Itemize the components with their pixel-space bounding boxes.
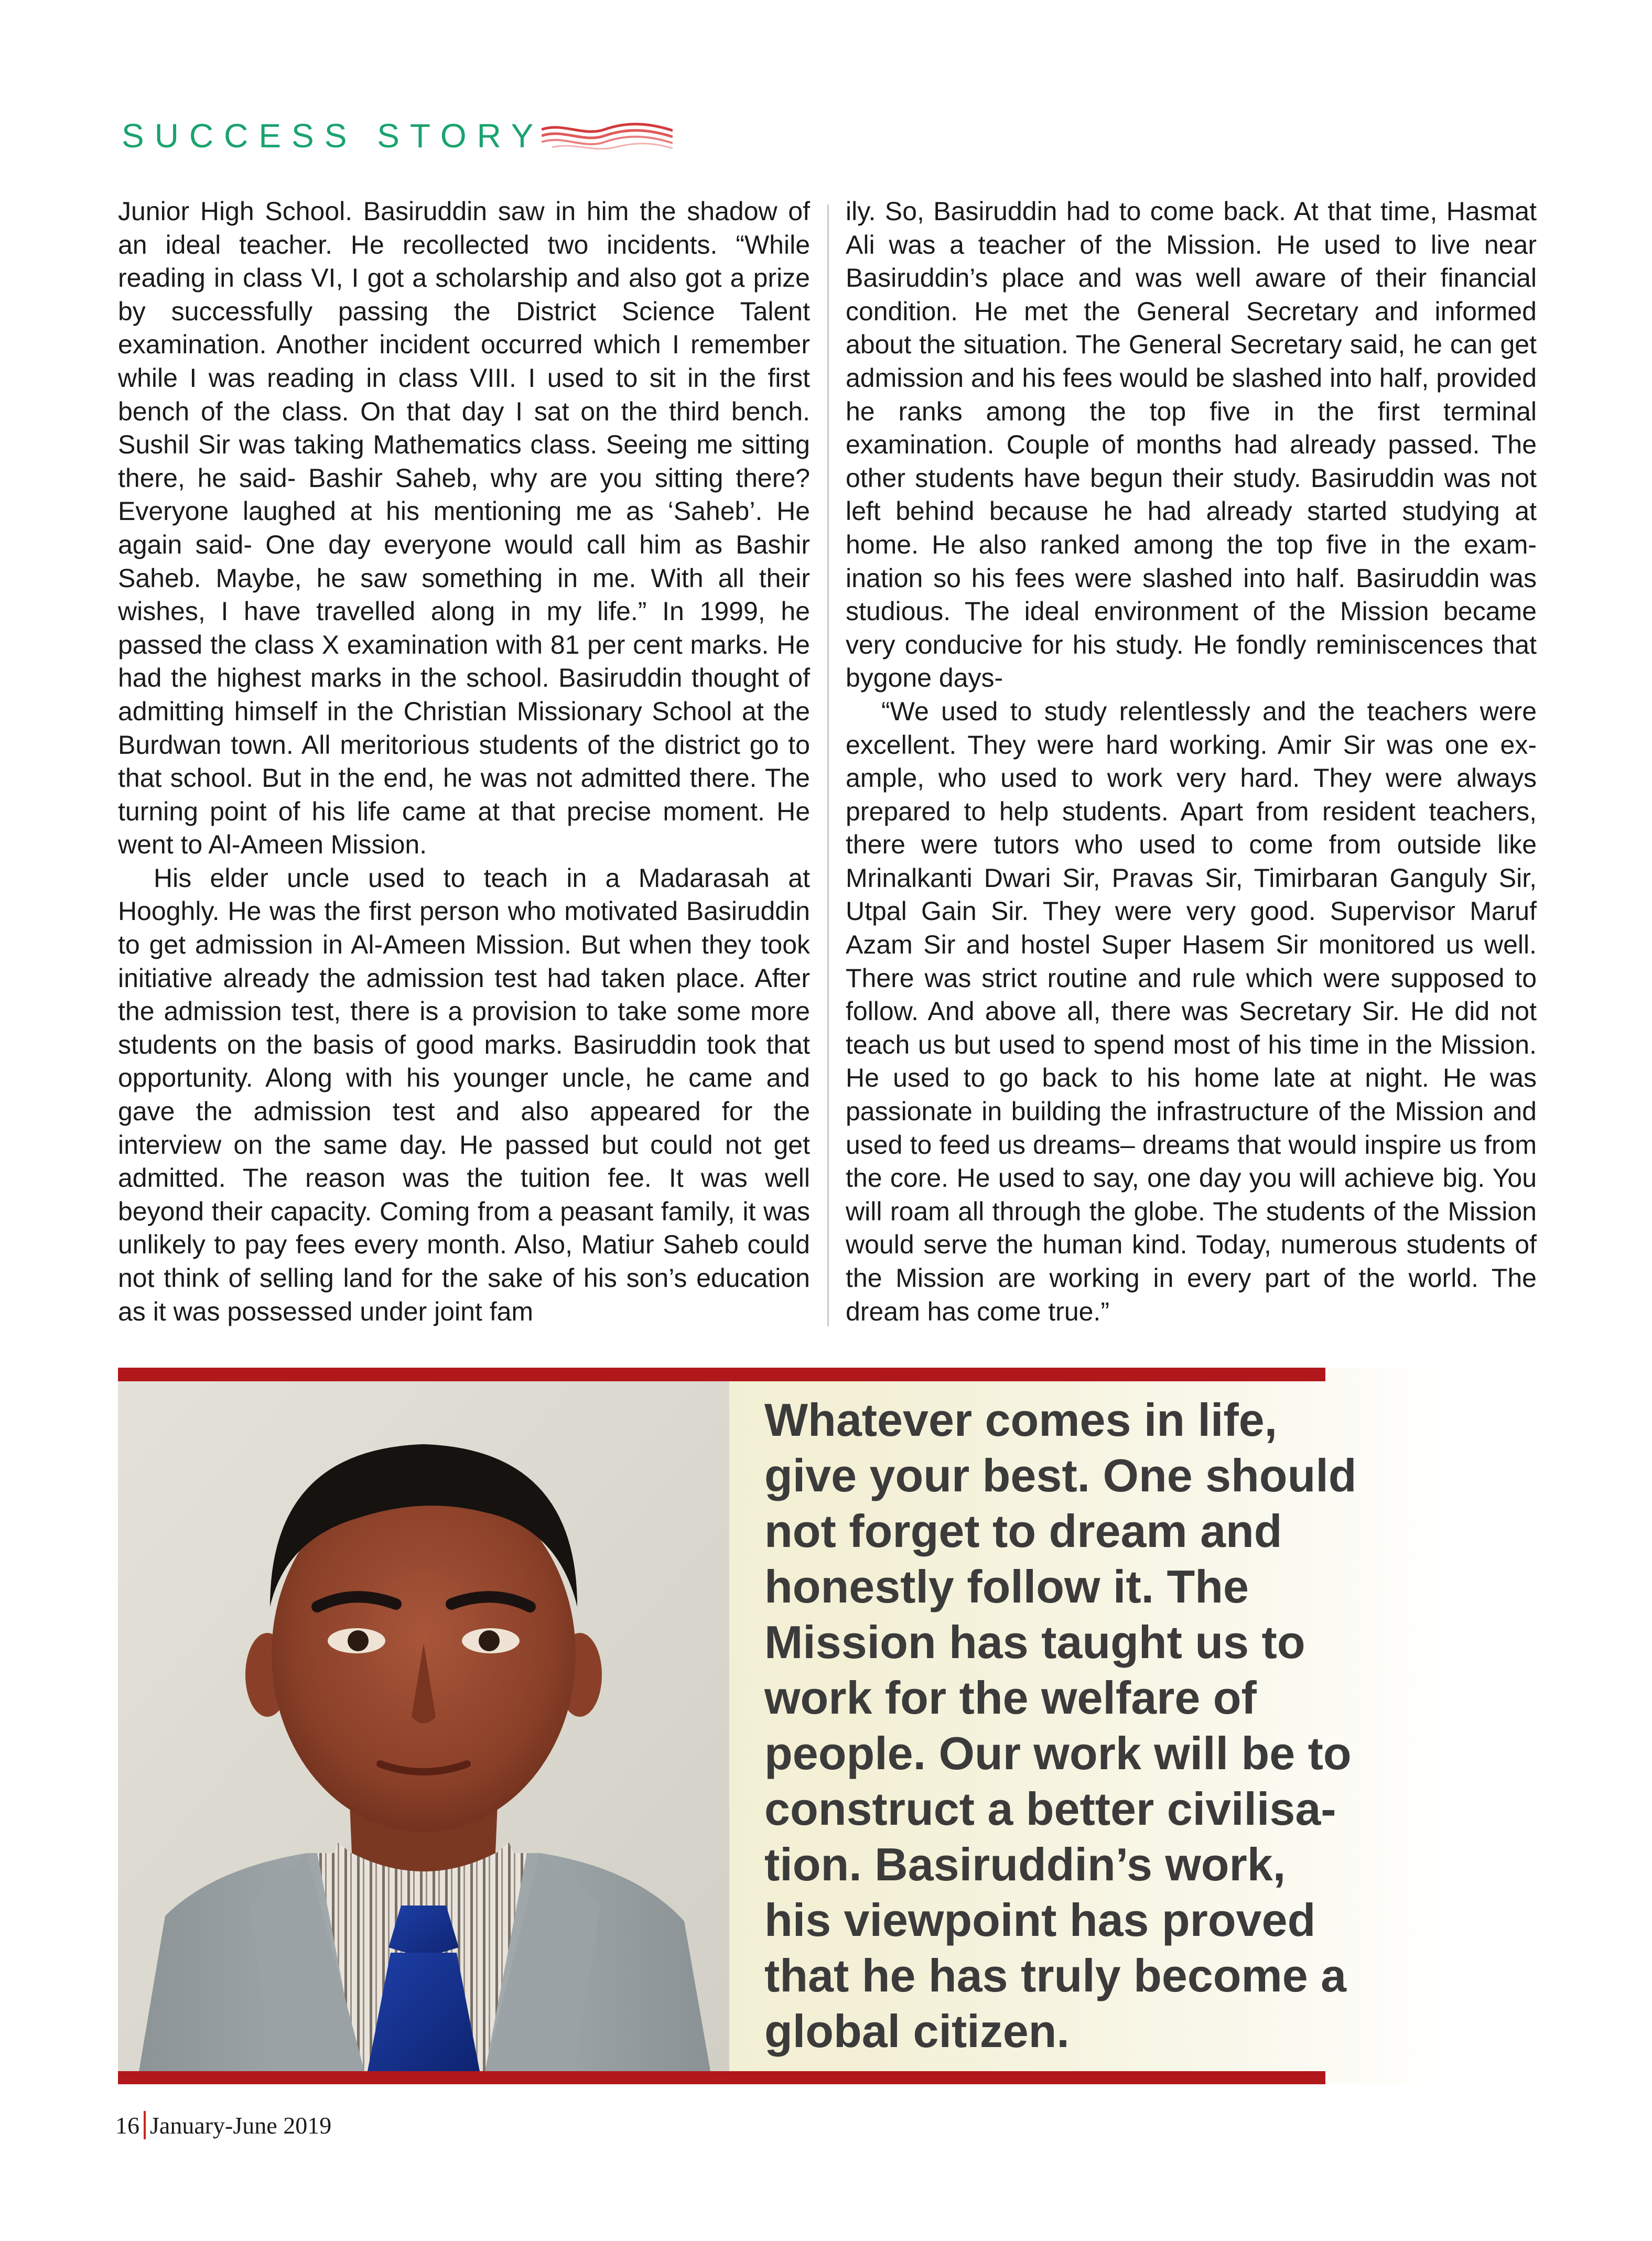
pull-quote-line: his viewpoint has proved xyxy=(764,1894,1316,1946)
pull-quote-line: global citizen. xyxy=(764,2005,1070,2057)
paragraph: His elder uncle used to teach in a Madarasah at Hooghly. He was the first person who motivated Basiruddin to get admission in Al-Ameen Mission. But when they took initiative already the admission test had taken place. After the admission test, there is a provision to take some more students on the basis of good marks. Basiruddin took that opportunity. Along with his younger uncle, he came and gave the admission test and also appeared for the interview on the same day. He passed but could not get admitted. The reason was the tuition fee. It was well beyond their capacity. Coming from a peasant family, it was unlikely to pay fees every month. Also, Matiur Saheb could not think of selling land for the sake of his son’s education as it was possessed under joint fam xyxy=(118,863,810,1326)
paragraph: ily. So, Basiruddin had to come back. At that time, Hasmat Ali was a teacher of the Mission. He used to live near Basiruddin’s place and was well aware of their financial condition. He met the General Secretary and informed about the situation. The General Secretary said, he can get admission and his fees would be slashed into half, provided he ranks among the top five in the first terminal examination. Couple of months had already passed. The other students have begun their study. Basiruddin was not left behind because he had already started studying at home. He also ranked among the top five in the examination so his fees were slashed into half. Basiruddin was studious. The ideal environment of the Mission became very conducive for his study. He fondly reminiscences that bygone days- xyxy=(846,197,1537,693)
article-right-column xyxy=(846,195,1537,1328)
issue-date: January-June 2019 xyxy=(150,2112,332,2139)
pull-quote-line: construct a better civilisa- xyxy=(764,1783,1336,1835)
portrait-illustration xyxy=(118,1381,729,2071)
pull-quote-line: people. Our work will be to xyxy=(764,1727,1352,1779)
red-rule-bottom xyxy=(118,2071,1325,2084)
pull-quote-line: not forget to dream and xyxy=(764,1505,1282,1557)
red-rule-top xyxy=(118,1368,1325,1381)
paragraph: “We used to study relentlessly and the teachers were excellent. They were hard working. Amir Sir was one example, who used to work very hard. They were always prepared to help students. Apart from resident teachers, there were tutors who used to come from outside like Mrinalkanti Dwari Sir, Pravas Sir, Timirbaran Ganguly Sir, Utpal Gain Sir. They were very good. Supervisor Maruf Azam Sir and hostel Super Hasem Sir monitored us well. There was strict routine and rule which were supposed to follow. And above all, there was Secretary Sir. He did not teach us but used to spend most of his time in the Mission. He used to go back to his home late at night. He was passionate in building the infrastructure of the Mission and used to feed us dreams– dreams that would inspire us from the core. He used to say, one day you will achieve big. You will roam all through the globe. The students of the Mission would serve the human kind. Today, numerous students of the Mission are working in every part of the world. The dream has come true.” xyxy=(846,696,1537,1326)
section-label: SUCCESS STORY xyxy=(122,117,544,155)
page-footer xyxy=(115,2111,331,2139)
pull-quote-line: that he has truly become a xyxy=(764,1950,1347,2001)
portrait-photo xyxy=(118,1381,729,2071)
pull-quote-line: Mission has taught us to xyxy=(764,1616,1305,1668)
pull-quote-line: honestly follow it. The xyxy=(764,1561,1249,1612)
section-header xyxy=(122,116,673,155)
footer-separator xyxy=(144,2111,146,2139)
pull-quote-line: tion. Basiruddin’s work, xyxy=(764,1838,1286,1890)
column-divider xyxy=(827,204,829,1326)
pull-quote xyxy=(764,1392,1357,2059)
page-number: 16 xyxy=(115,2112,139,2139)
waves-decoration-icon xyxy=(542,120,673,151)
article-left-column xyxy=(118,195,810,1328)
pull-quote-line: work for the welfare of xyxy=(764,1672,1257,1724)
paragraph: Junior High School. Basiruddin saw in him the shadow of an ideal teacher. He recollected two incidents. “While reading in class VI, I got a scholarship and also got a prize by successfully passing the District Science Talent examination. Another incident occurred which I remember while I was reading in class VIII. I used to sit in the first bench of the class. On that day I sat on the third bench. Sushil Sir was taking Mathematics class. Seeing me sitting there, he said- Bashir Saheb, why are you sitting there? Everyone laughed at his mentioning me as ‘Saheb’. He again said- One day everyone would call him as Bashir Saheb. Maybe, he saw something in me. With all their wishes, I have travelled along in my life.” In 1999, he passed the class X examination with 81 per cent marks. He had the highest marks in the school. Basiruddin thought of admitting himself in the Christian Missionary School at the Burdwan town. All meritorious students of the district go to that school. But in the end, he was not admitted there. The turning point of his life came at that precise moment. He went to Al-Ameen Mission. xyxy=(118,197,810,860)
pull-quote-line: give your best. One should xyxy=(764,1449,1357,1501)
pull-quote-line: Whatever comes in life, xyxy=(764,1394,1278,1446)
